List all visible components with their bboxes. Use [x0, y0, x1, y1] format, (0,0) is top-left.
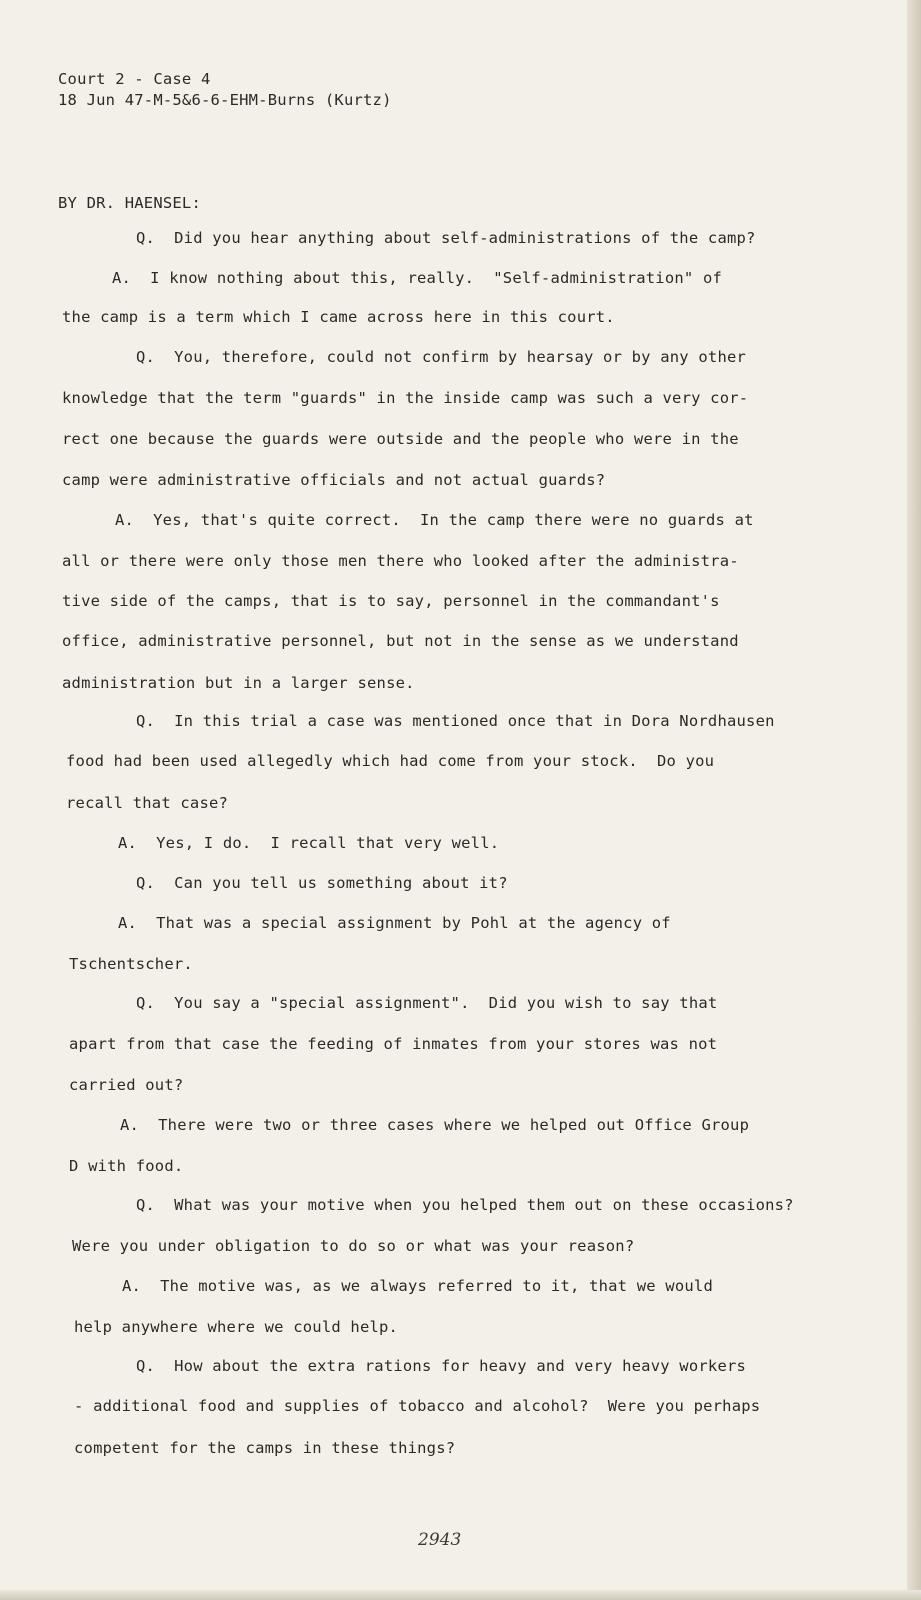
page-bottom-edge	[0, 1590, 921, 1600]
transcript-line: recall that case?	[66, 794, 229, 812]
transcript-line: administration but in a larger sense.	[62, 674, 415, 692]
examiner-byline: BY DR. HAENSEL:	[58, 194, 201, 212]
transcript-line: A. There were two or three cases where we helped out Office Group	[120, 1116, 750, 1134]
transcript-line: carried out?	[69, 1076, 184, 1094]
transcript-line: competent for the camps in these things?	[74, 1439, 456, 1457]
transcript-line: A. The motive was, as we always referred to it, that we would	[122, 1277, 713, 1295]
transcript-line: Q. Did you hear anything about self-administrations of the camp?	[136, 229, 756, 247]
transcript-line: A. Yes, that's quite correct. In the camp there were no guards at	[115, 511, 754, 529]
transcript-line: rect one because the guards were outside and the people who were in the	[62, 430, 739, 448]
transcript-line: A. Yes, I do. I recall that very well.	[118, 834, 500, 852]
transcript-line: Q. How about the extra rations for heavy and very heavy workers	[136, 1357, 747, 1375]
transcript-line: Q. Can you tell us something about it?	[136, 874, 508, 892]
case-header-line-2: 18 Jun 47-M-5&6-6-EHM-Burns (Kurtz)	[58, 91, 392, 109]
page-number: 2943	[418, 1530, 462, 1550]
transcript-line: tive side of the camps, that is to say, personnel in the commandant's	[62, 592, 720, 610]
transcript-line: D with food.	[69, 1157, 184, 1175]
transcript-line: knowledge that the term "guards" in the inside camp was such a very cor-	[62, 389, 749, 407]
transcript-line: food had been used allegedly which had come from your stock. Do you	[66, 752, 715, 770]
transcript-line: the camp is a term which I came across here in this court.	[62, 308, 615, 326]
transcript-line: apart from that case the feeding of inmates from your stores was not	[69, 1035, 718, 1053]
transcript-line: Q. What was your motive when you helped them out on these occasions?	[136, 1196, 794, 1214]
transcript-line: office, administrative personnel, but not in the sense as we understand	[62, 632, 739, 650]
transcript-line: help anywhere where we could help.	[74, 1318, 399, 1336]
transcript-line: Q. You say a "special assignment". Did you wish to say that	[136, 994, 718, 1012]
transcript-line: camp were administrative officials and not actual guards?	[62, 471, 606, 489]
transcript-line: all or there were only those men there who looked after the administra-	[62, 552, 739, 570]
transcript-line: A. I know nothing about this, really. "Self-administration" of	[112, 269, 723, 287]
transcript-line: Tschentscher.	[69, 955, 193, 973]
transcript-line: A. That was a special assignment by Pohl at the agency of	[118, 914, 671, 932]
transcript-line: Q. In this trial a case was mentioned once that in Dora Nordhausen	[136, 712, 775, 730]
transcript-line: Q. You, therefore, could not confirm by hearsay or by any other	[136, 348, 747, 366]
case-header-line-1: Court 2 - Case 4	[58, 70, 211, 88]
transcript-line: - additional food and supplies of tobacco and alcohol? Were you perhaps	[74, 1397, 761, 1415]
page-edge-shadow	[907, 0, 921, 1600]
transcript-line: Were you under obligation to do so or what was your reason?	[72, 1237, 635, 1255]
